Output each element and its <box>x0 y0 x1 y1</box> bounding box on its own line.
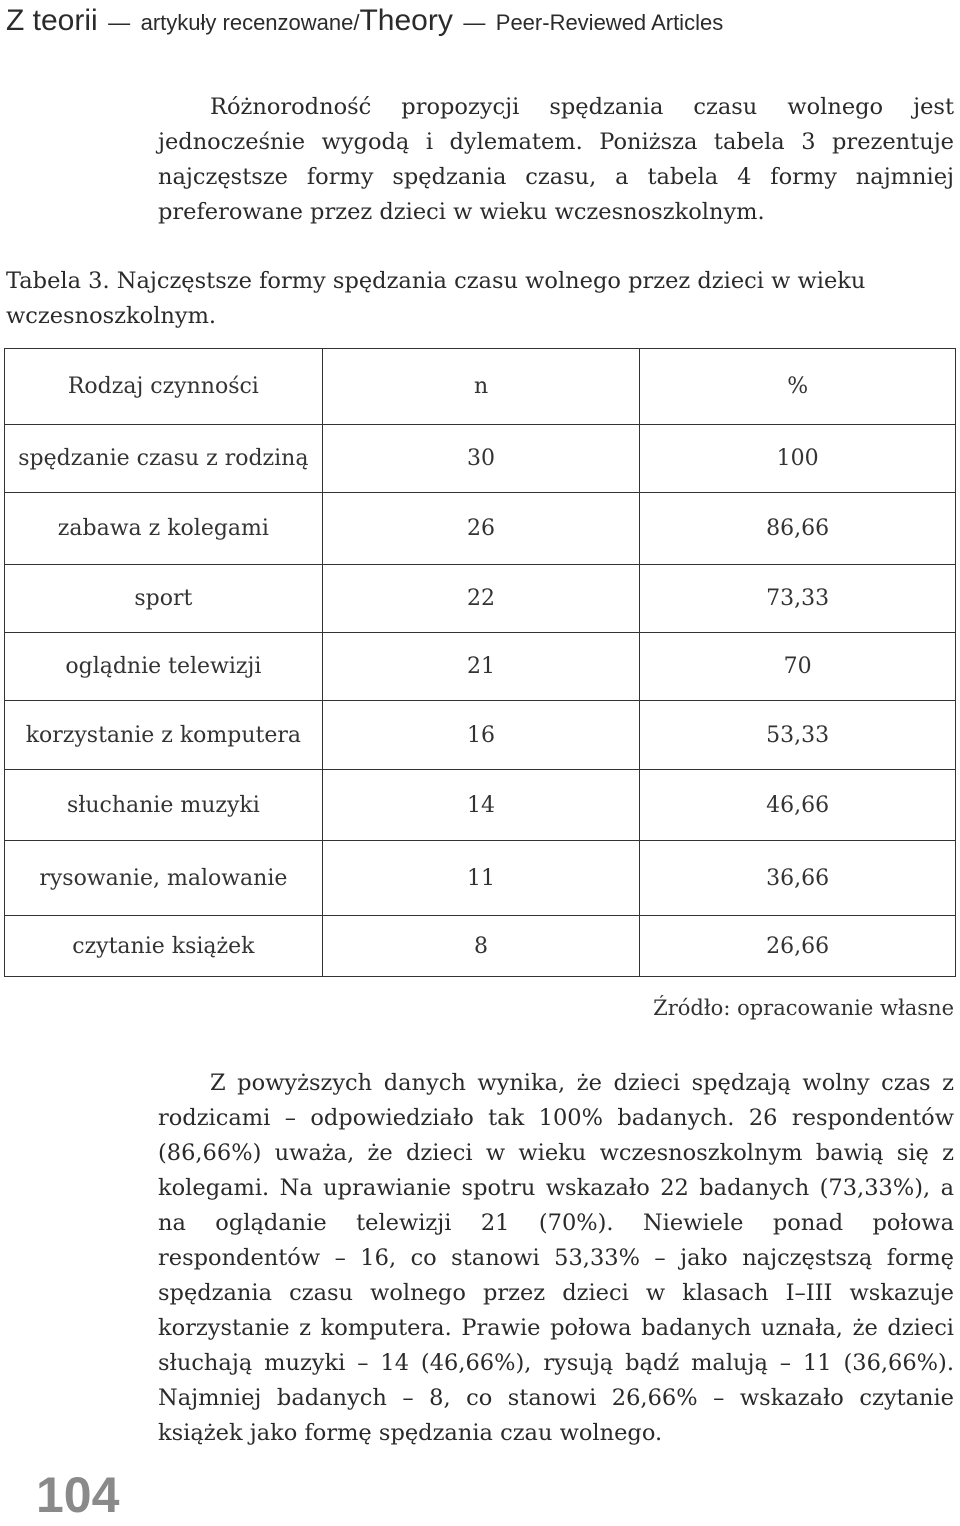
table-cell: 30 <box>322 425 640 493</box>
table-cell: 16 <box>322 701 640 770</box>
table-cell: spędzanie czasu z rodziną <box>5 425 323 493</box>
table-cell: 36,66 <box>640 841 956 916</box>
table-header-cell: n <box>322 349 640 425</box>
table-header-row <box>5 349 956 425</box>
header-subtitle-en: Peer-Reviewed Articles <box>495 10 724 35</box>
table-row <box>5 916 956 977</box>
page-number: 104 <box>36 1467 120 1523</box>
table-cell: 21 <box>322 633 640 701</box>
table-cell: 11 <box>322 841 640 916</box>
table-cell: 46,66 <box>640 770 956 841</box>
table-row <box>5 493 956 565</box>
table-row <box>5 425 956 493</box>
table-cell: 8 <box>322 916 640 977</box>
table-cell: rysowanie, malowanie <box>5 841 323 916</box>
table-row <box>5 770 956 841</box>
table-cell: 100 <box>640 425 956 493</box>
table-cell: 14 <box>322 770 640 841</box>
table-caption: Tabela 3. Najczęstsze formy spędzania czasu wolnego przez dzieci w wieku wczesnoszkolnym. <box>6 268 866 329</box>
table-row <box>5 841 956 916</box>
table-header-cell: % <box>640 349 956 425</box>
header-dash-2: — <box>463 10 486 35</box>
source-note: Źródło: opracowanie własne <box>653 996 954 1020</box>
table-row <box>5 633 956 701</box>
body-paragraph: Z powyższych danych wynika, że dzieci spędzają wolny czas z rodzicami – odpowiedziało tak 100% badanych. 26 respondentów (86,66%) uważa, że dzieci w wieku wczesnoszkolnym bawią się z kolegami. Na uprawianie spotru wskazało 22 badanych (73,33%), a na oglądanie telewizji 21 (70%). Niewiele ponad połowa respondentów – 16, co stanowi 53,33% – jako najczęstszą formę spędzania czasu wolnego przez dzieci w klasach I–III wskazuje korzystanie z komputera. Prawie połowa badanych uznała, że dzieci słuchają muzyki – 14 (46,66%), rysują bądź malują – 11 (36,66%). Najmniej badanych – 8, co stanowi 26,66% – wskazało czytanie książek jako formę spędzania czau wolnego. <box>158 1070 954 1446</box>
table-cell: 86,66 <box>640 493 956 565</box>
running-header <box>6 4 956 38</box>
table-row <box>5 701 956 770</box>
table-cell: sport <box>5 565 323 633</box>
intro-paragraph: Różnorodność propozycji spędzania czasu wolnego jest jednocześnie wygodą i dylematem. Poniższa tabela 3 prezentuje najczęstsze formy spędzania czasu, a tabela 4 formy najmniej preferowane przez dzieci w wieku wczesnoszkolnym. <box>158 94 954 225</box>
activities-table <box>4 348 956 977</box>
table-cell: oglądnie telewizji <box>5 633 323 701</box>
table-cell: 70 <box>640 633 956 701</box>
header-dash: — <box>108 10 131 35</box>
table-row <box>5 565 956 633</box>
header-title-pl: Z teorii <box>6 4 98 37</box>
table-cell: 73,33 <box>640 565 956 633</box>
table-cell: 26,66 <box>640 916 956 977</box>
table-cell: słuchanie muzyki <box>5 770 323 841</box>
table-header-cell: Rodzaj czynności <box>5 349 323 425</box>
table-cell: 26 <box>322 493 640 565</box>
table-cell: zabawa z kolegami <box>5 493 323 565</box>
table-cell: czytanie książek <box>5 916 323 977</box>
table-cell: 53,33 <box>640 701 956 770</box>
header-subtitle-pl: artykuły recenzowane/ <box>140 10 360 35</box>
header-title-en: Theory <box>359 4 453 37</box>
table-cell: korzystanie z komputera <box>5 701 323 770</box>
table-cell: 22 <box>322 565 640 633</box>
